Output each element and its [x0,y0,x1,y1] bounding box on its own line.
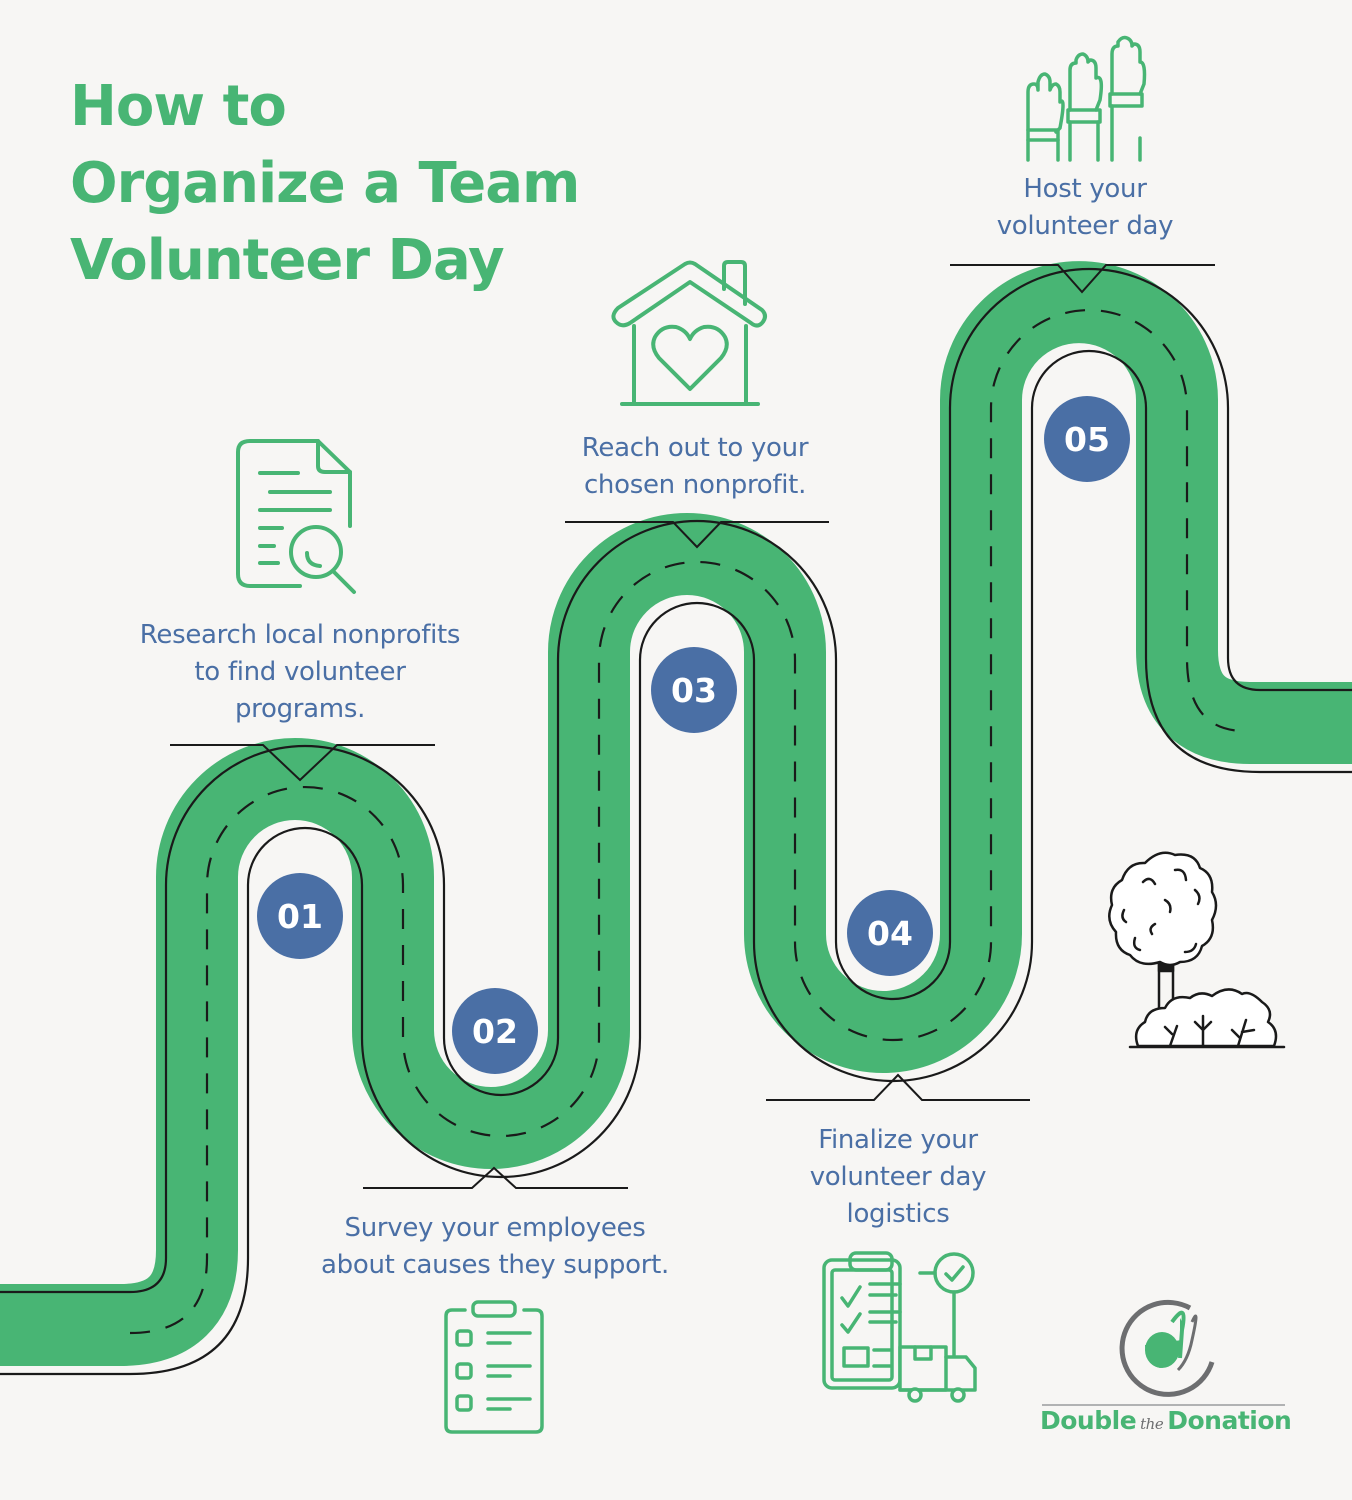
checklist-clipboard-icon [446,1302,542,1432]
house-heart-icon [613,262,765,404]
logo-word-donation: Donation [1167,1406,1292,1435]
step-04-line: volunteer day [809,1162,987,1192]
step-01-line: to find volunteer [194,657,406,687]
logo-word-the: the [1140,1415,1164,1433]
step-badge-03: 03 [651,647,737,733]
step-03-line: Reach out to your [581,433,809,463]
brand-logo-text [1040,1406,1290,1435]
step-02-line: about causes they support. [321,1250,669,1280]
step-04-line: Finalize your [818,1125,978,1155]
step-badge-02: 02 [452,988,538,1074]
step-02-text [280,1210,710,1284]
title-line-2: Organize a Team [70,151,580,216]
raised-hands-icon [1028,38,1145,161]
step-02-line: Survey your employees [344,1213,646,1243]
tree-bush-icon [1109,853,1284,1047]
step-05-line: volunteer day [996,211,1174,241]
step-03-line: chosen nonprofit. [583,470,807,500]
step-05-line: Host your [1023,174,1147,204]
step-badge-04: 04 [847,890,933,976]
document-search-icon [238,441,354,592]
title-line-1: How to [70,74,286,139]
step-01-text [100,617,500,728]
step-05-text [935,171,1235,245]
clipboard-delivery-truck-icon [824,1253,975,1401]
step-badge-05: 05 [1044,396,1130,482]
step-04-text [748,1122,1048,1233]
logo-word-double: Double [1040,1406,1137,1435]
logo-mark-icon [1042,1302,1285,1405]
title-line-3: Volunteer Day [70,228,504,293]
step-01-line: Research local nonprofits [139,620,461,650]
step-04-line: logistics [846,1199,950,1229]
step-03-text [545,430,845,504]
step-01-line: programs. [234,694,366,724]
step-badge-01: 01 [257,873,343,959]
page-title [70,68,579,299]
